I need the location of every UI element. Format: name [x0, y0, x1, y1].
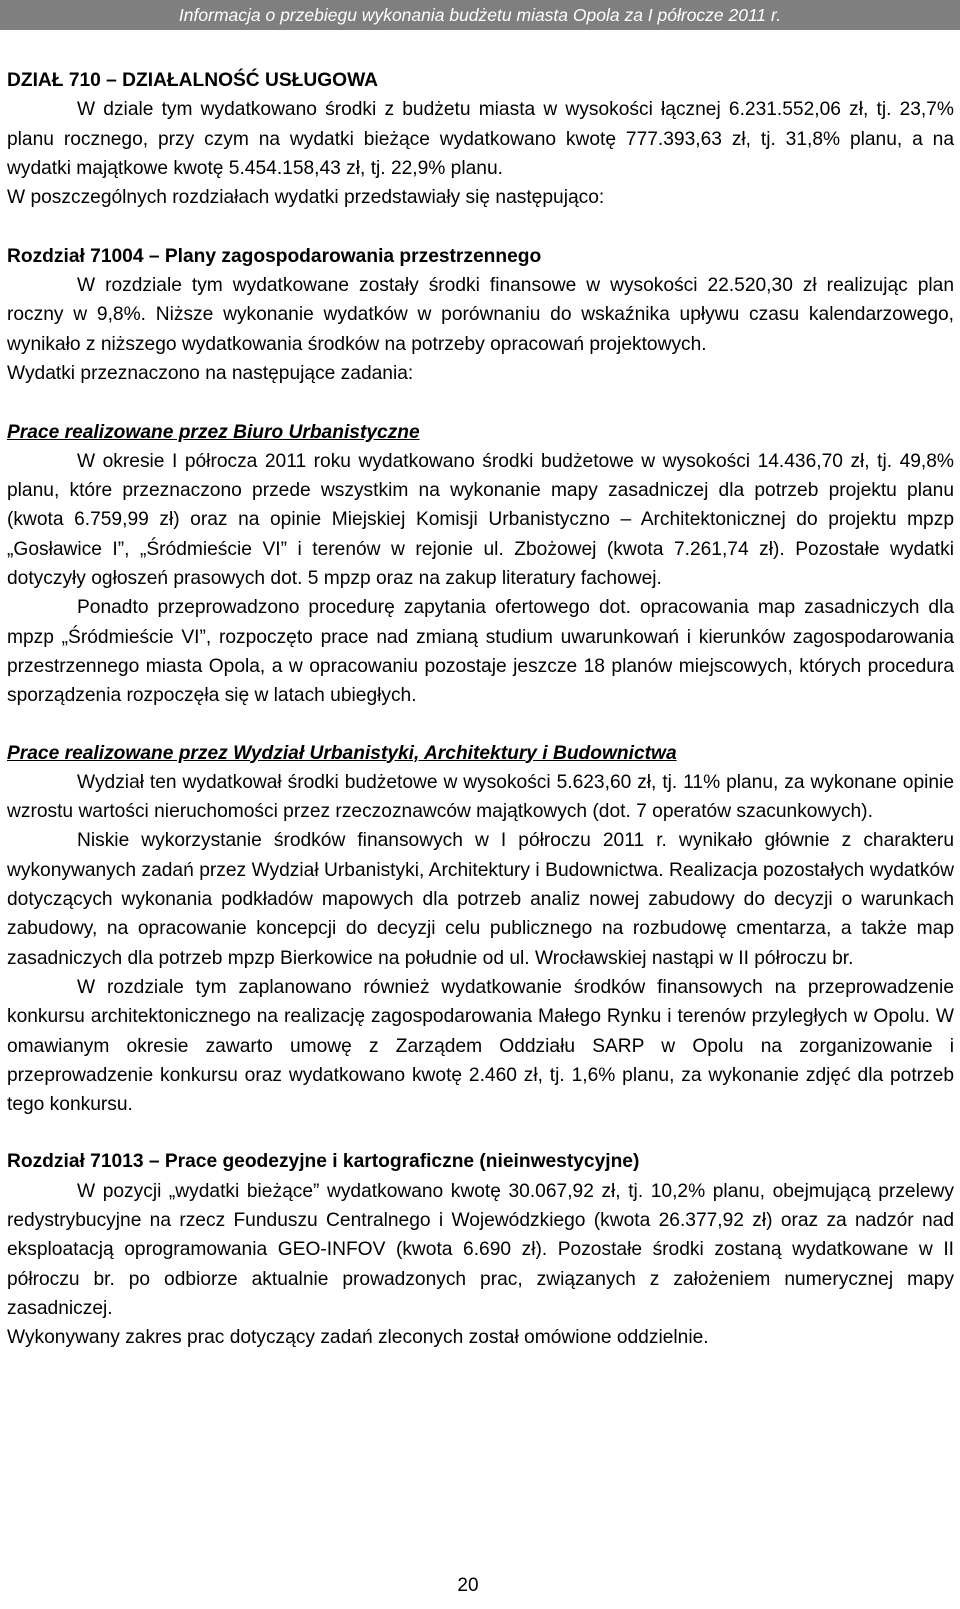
- document-body: [7, 66, 954, 1352]
- paragraph-71013-current-expenses: W pozycji „wydatki bieżące” wydatkowano kwotę 30.067,92 zł, tj. 10,2% planu, obejmującą przelewy redystrybucyjne na rzecz Funduszu Centralnego i Wojewódzkiego (kwota 26.377,92 zł) oraz za nadzór nad eksploatacją oprogramowania GEO-INFOV (kwota 6.690 zł). Pozostałe środki zostaną wydatkowane w II półroczu br. po odbiorze aktualnie prowadzonych prac, związanych z założeniem numerycznej mapy zasadniczej.: [7, 1180, 954, 1319]
- paragraph-wydzial-low-usage: Niskie wykorzystanie środków finansowych w I półroczu 2011 r. wynikało głównie z charakteru wykonywanych zadań przez Wydział Urbanistyki, Architektury i Budownictwa. Realizacja pozostałych wydatków dotyczących wykonania podkładów mapowych dla potrzeb analiz nowej zabudowy do decyzji o warunkach zabudowy, na opracowanie koncepcji do decyzji celu publicznego na rozbudowę cmentarza, a także map zasadniczych dla potrzeb mpzp Bierkowice na południe od ul. Wrocławskiej nastąpi w II półroczu br.: [7, 830, 954, 969]
- page-number: 20: [457, 1575, 479, 1596]
- paragraph-biuro-expenses: W okresie I półrocza 2011 roku wydatkowano środki budżetowe w wysokości 14.436,70 zł, tj. 49,8% planu, które przeznaczono przede wszystkim na wykonanie mapy zasadniczej dla potrzeb projektu planu (kwota 6.759,99 zł) oraz na opinie Miejskiej Komisji Urbanistyczno – Architektonicznej do projektu mpzp „Gosławice I”, „Śródmieście VI” i terenów w rejonie ul. Zbożowej (kwota 7.261,74 zł). Pozostałe wydatki dotyczyły ogłoszeń prasowych dot. 5 mpzp oraz na zakup literatury fachowej.: [7, 450, 954, 590]
- section-heading-dzial-710: DZIAŁ 710 – DZIAŁALNOŚĆ USŁUGOWA: [7, 70, 378, 91]
- paragraph-71013-note: Wykonywany zakres prac dotyczący zadań zleconych został omówione oddzielnie.: [7, 1327, 709, 1349]
- section-heading-rozdzial-71013: Rozdział 71013 – Prace geodezyjne i kartograficzne (nieinwestycyjne): [7, 1151, 640, 1173]
- paragraph-biuro-procedures: Ponadto przeprowadzono procedurę zapytania ofertowego dot. opracowania map zasadniczych dla mpzp „Śródmieście VI”, rozpoczęto prace nad zmianą studium uwarunkowań i kierunków zagospodarowania przestrzennego miasta Opola, a w opracowaniu pozostaje jeszcze 18 planów miejscowych, których procedura sporządzenia rozpoczęła się w latach ubiegłych.: [7, 597, 954, 707]
- paragraph-71004-tasks-lead: Wydatki przeznaczono na następujące zadania:: [7, 362, 414, 384]
- paragraph-71004-summary: W rozdziale tym wydatkowane zostały środki finansowe w wysokości 22.520,30 zł realizując plan roczny w 9,8%. Niższe wykonanie wydatków w porównaniu do wskaźnika upływu czasu kalendarzowego, wynikało z niższego wydatkowania środków na potrzeby opracowań projektowych.: [7, 275, 954, 355]
- section-heading-rozdzial-71004: Rozdział 71004 – Plany zagospodarowania przestrzennego: [7, 245, 542, 267]
- paragraph-dzial-intro: W dziale tym wydatkowano środki z budżetu miasta w wysokości łącznej 6.231.552,06 zł, tj. 23,7% planu rocznego, przy czym na wydatki bieżące wydatkowano kwotę 777.393,63 zł, tj. 31,8% planu, a na wydatki majątkowe kwotę 5.454.158,43 zł, tj. 22,9% planu.: [7, 99, 954, 179]
- running-header: Informacja o przebiegu wykonania budżetu miasta Opola za I półrocze 2011 r.: [0, 0, 960, 30]
- paragraph-wydzial-expenses: Wydział ten wydatkował środki budżetowe w wysokości 5.623,60 zł, tj. 11% planu, za wykonane opinie wzrostu wartości nieruchomości przez rzeczoznawców majątkowych (dot. 7 operatów szacunkowych).: [7, 771, 954, 823]
- paragraph-wydzial-competition: W rozdziale tym zaplanowano również wydatkowanie środków finansowych na przeprowadzenie konkursu architektonicznego na realizację zagospodarowania Małego Rynku i terenów przyległych w Opolu. W omawianym okresie zawarto umowę z Zarządem Oddziału SARP w Opolu na zorganizowanie i przeprowadzenie konkursu oraz wydatkowano kwotę 2.460 zł, tj. 1,6% planu, za wykonanie zdjęć dla potrzeb tego konkursu.: [7, 976, 954, 1116]
- subsection-heading-biuro-urbanistyczne: Prace realizowane przez Biuro Urbanistyczne: [7, 421, 420, 443]
- paragraph-dzial-lead: W poszczególnych rozdziałach wydatki przedstawiały się następująco:: [7, 187, 605, 209]
- subsection-heading-wydzial-urbanistyki: Prace realizowane przez Wydział Urbanistyki, Architektury i Budownictwa: [7, 742, 677, 764]
